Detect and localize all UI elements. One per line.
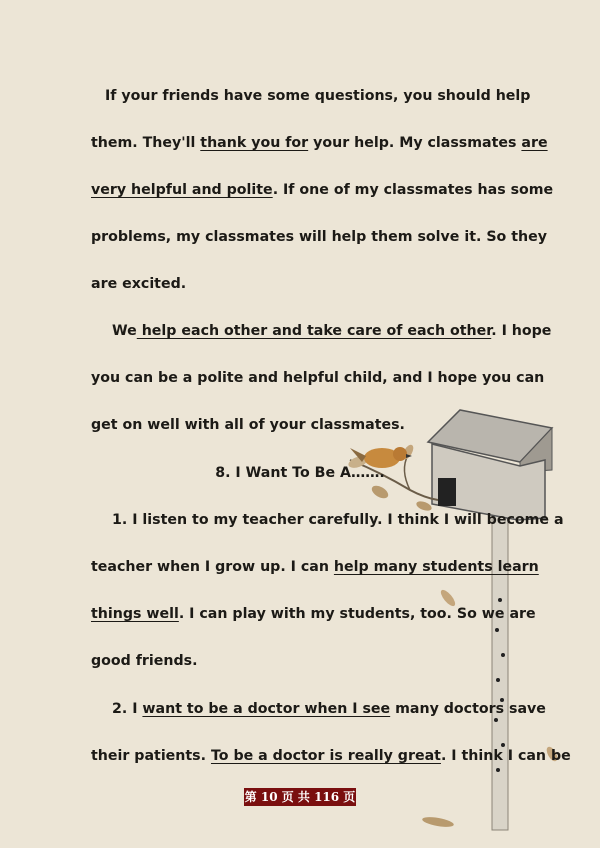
- underlined-phrase: help each other and take care of each other: [136, 323, 492, 339]
- text-segment: 1. I listen to my teacher carefully. I think I will become a: [112, 512, 564, 528]
- text-segment: problems, my classmates will help them solve it. So they: [91, 229, 547, 245]
- text-line: [91, 182, 554, 198]
- text-line: [91, 417, 511, 433]
- text-line: [91, 559, 539, 575]
- underlined-phrase: To be a doctor is really great: [210, 748, 441, 764]
- text-segment: teacher when I grow up. I can: [91, 559, 334, 575]
- text-segment: We: [112, 323, 137, 339]
- page-number-footer: 第 10 页 共 116 页: [244, 790, 356, 804]
- underlined-phrase: things well: [91, 606, 179, 622]
- underlined-phrase: thank you for: [200, 135, 309, 151]
- text-line: [91, 370, 545, 386]
- text-segment: 2. I: [112, 701, 143, 717]
- text-segment: good friends.: [91, 653, 198, 669]
- text-line: [112, 512, 564, 528]
- text-segment: your help. My classmates: [308, 135, 522, 151]
- text-segment: If your friends have some questions, you should help: [105, 88, 531, 104]
- text-line: [91, 229, 547, 245]
- text-line: [91, 606, 536, 622]
- text-line: [91, 276, 511, 292]
- text-line: [91, 653, 511, 669]
- text-line: [105, 88, 531, 104]
- underlined-phrase: very helpful and polite: [91, 182, 273, 198]
- underlined-phrase: want to be a doctor when I see: [142, 701, 391, 717]
- text-line: [112, 701, 546, 717]
- underlined-phrase: are: [521, 135, 548, 151]
- underlined-phrase: help many students learn: [333, 559, 539, 575]
- text-segment: . If one of my classmates has some: [272, 182, 554, 198]
- text-line: [112, 323, 552, 339]
- text-segment: many doctors save: [390, 701, 546, 717]
- text-segment: you can be a polite and helpful child, and I hope you can: [91, 370, 545, 386]
- text-segment: get on well with all of your classmates.: [91, 417, 405, 433]
- text-segment: . I think I can be: [440, 748, 571, 764]
- text-segment: them. They'll: [91, 135, 201, 151]
- text-segment: . I hope: [491, 323, 552, 339]
- text-line: [91, 748, 571, 764]
- section-heading: 8. I Want To Be A…….: [215, 465, 385, 481]
- text-line: [91, 135, 548, 151]
- text-segment: their patients.: [91, 748, 211, 764]
- text-segment: are excited.: [91, 276, 187, 292]
- text-segment: . I can play with my students, too. So we are: [178, 606, 536, 622]
